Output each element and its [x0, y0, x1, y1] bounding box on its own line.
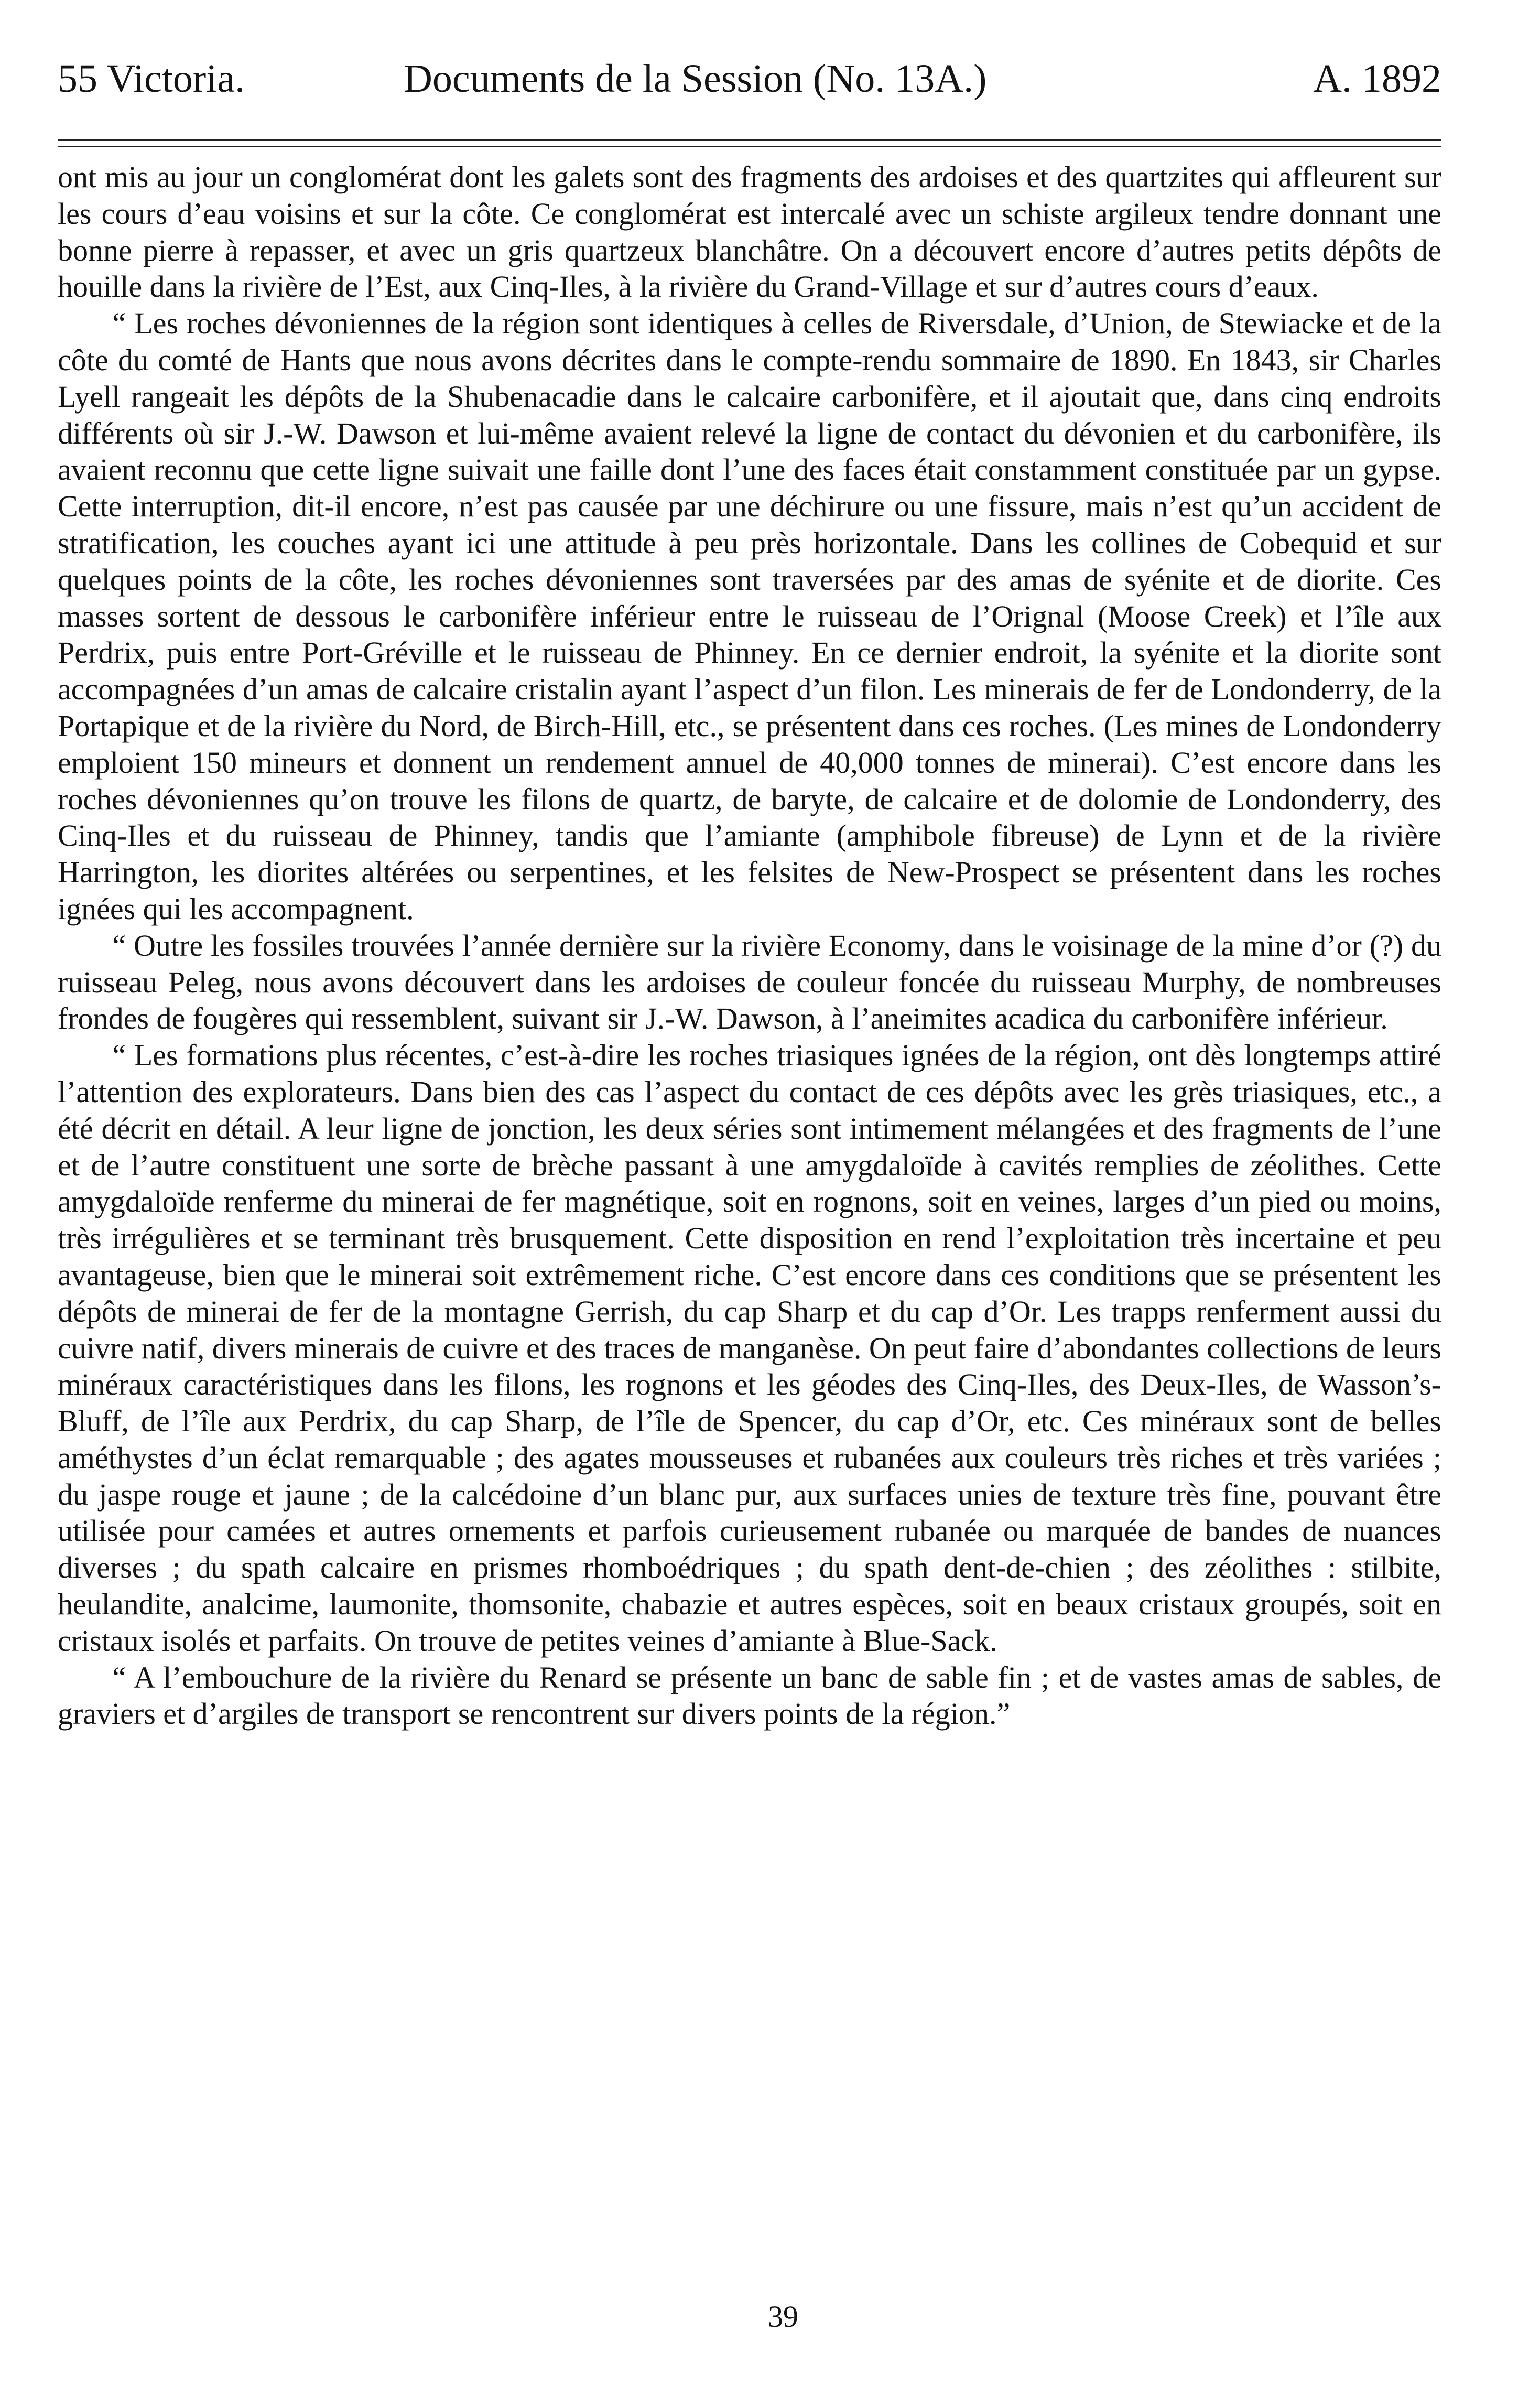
header-title: Documents de la Session (No. 13A.) [404, 57, 987, 101]
header-volume: 55 Victoria. [58, 57, 245, 101]
page-number: 39 [768, 2299, 798, 2334]
header-rule-top [58, 139, 1441, 141]
body-text [58, 159, 1441, 1732]
header-rule-bottom [58, 146, 1441, 147]
paragraph: ont mis au jour un conglomérat dont les galets sont des fragments des ardoises et des quartzites qui affleurent sur les cours d’eau voisins et sur la côte. Ce conglomérat est intercalé avec un schiste argileux tendre donnant une bonne pierre à repasser, et avec un gris quartzeux blanchâtre. On a découvert encore d’autres petits dépôts de houille dans la rivière de l’Est, aux Cinq-Iles, à la rivière du Grand-Village et sur d’autres cours d’eaux. [58, 160, 1441, 304]
running-header [58, 50, 1441, 107]
paragraph: “ Outre les fossiles trouvées l’année dernière sur la rivière Economy, dans le voisinage de la mine d’or (?) du ruisseau Peleg, nous avons découvert dans les ardoises de couleur foncée du ruisseau Murphy, de nombreuses frondes de fougères qui ressemblent, suivant sir J.-W. Dawson, à l’aneimites acadica du carbonifère inférieur. [58, 928, 1441, 1036]
header-year: A. 1892 [1313, 57, 1441, 101]
paragraph: “ Les formations plus récentes, c’est-à-dire les roches triasiques ignées de la région, ont dès longtemps attiré l’attention des explorateurs. Dans bien des cas l’aspect du contact de ces dépôts avec les grès triasiques, etc., a été décrit en détail. A leur ligne de jonction, les deux séries sont intimement mélangées et des fragments de l’une et de l’autre constituent une sorte de brèche passant à une amygdaloïde à cavités remplies de zéolithes. Cette amygdaloïde renferme du minerai de fer magnétique, soit en rognons, soit en veines, larges d’un pied ou moins, très irrégulières et se terminant très brusquement. Cette disposition en rend l’exploitation très incertaine et peu avantageuse, bien que le minerai soit extrêmement riche. C’est encore dans ces conditions que se présentent les dépôts de minerai de fer de la montagne Gerrish, du cap Sharp et du cap d’Or. Les trapps renferment aussi du cuivre natif, divers minerais de cuivre et des traces de manganèse. On peut faire d’abondantes collections de leurs minéraux caractéristiques dans les filons, les rognons et les géodes des Cinq-Iles, des Deux-Iles, de Wasson’s-Bluff, de l’île aux Perdrix, du cap Sharp, de l’île de Spencer, du cap d’Or, etc. Ces minéraux sont de belles améthystes d’un éclat remarquable ; des agates mousseuses et rubanées aux couleurs très riches et très variées ; du jaspe rouge et jaune ; de la calcédoine d’un blanc pur, aux surfaces unies de texture très fine, pouvant être utilisée pour camées et autres ornements et parfois curieusement rubanée ou marquée de bandes de nuances diverses ; du spath calcaire en prismes rhomboédriques ; du spath dent-de-chien ; des zéolithes : stilbite, heulandite, analcime, laumonite, thomsonite, chabazie et autres espèces, soit en beaux cristaux groupés, soit en cristaux isolés et parfaits. On trouve de petites veines d’amiante à Blue-Sack. [58, 1038, 1441, 1658]
document-page [58, 50, 1441, 1732]
paragraph: “ Les roches dévoniennes de la région sont identiques à celles de Riversdale, d’Union, de Stewiacke et de la côte du comté de Hants que nous avons décrites dans le compte-rendu sommaire de 1890. En 1843, sir Charles Lyell rangeait les dépôts de la Shubenacadie dans le calcaire carbonifère, et il ajoutait que, dans cinq endroits différents où sir J.-W. Dawson et lui-même avaient relevé la ligne de contact du dévonien et du carbonifère, ils avaient reconnu que cette ligne suivait une faille dont l’une des faces était constamment constituée par un gypse. Cette interruption, dit-il encore, n’est pas causée par une déchirure ou une fissure, mais n’est qu’un accident de stratification, les couches ayant ici une attitude à peu près horizontale. Dans les collines de Cobequid et sur quelques points de la côte, les roches dévoniennes sont traversées par des amas de syénite et de diorite. Ces masses sortent de dessous le carbonifère inférieur entre le ruisseau de l’Orignal (Moose Creek) et l’île aux Perdrix, puis entre Port-Gréville et le ruisseau de Phinney. En ce dernier endroit, la syénite et la diorite sont accompagnées d’un amas de calcaire cristalin ayant l’aspect d’un filon. Les minerais de fer de Londonderry, de la Portapique et de la rivière du Nord, de Birch-Hill, etc., se présentent dans ces roches. (Les mines de Londonderry emploient 150 mineurs et donnent un rendement annuel de 40,000 tonnes de minerai). C’est encore dans les roches dévoniennes qu’on trouve les filons de quartz, de baryte, de calcaire et de dolomie de Londonderry, des Cinq-Iles et du ruisseau de Phinney, tandis que l’amiante (amphibole fibreuse) de Lynn et de la rivière Harrington, les diorites altérées ou serpentines, et les felsites de New-Prospect se présentent dans les roches ignées qui les accompagnent. [58, 306, 1441, 926]
paragraph: “ A l’embouchure de la rivière du Renard se présente un banc de sable fin ; et de vastes amas de sables, de graviers et d’argiles de transport se rencontrent sur divers points de la région.” [58, 1660, 1441, 1731]
